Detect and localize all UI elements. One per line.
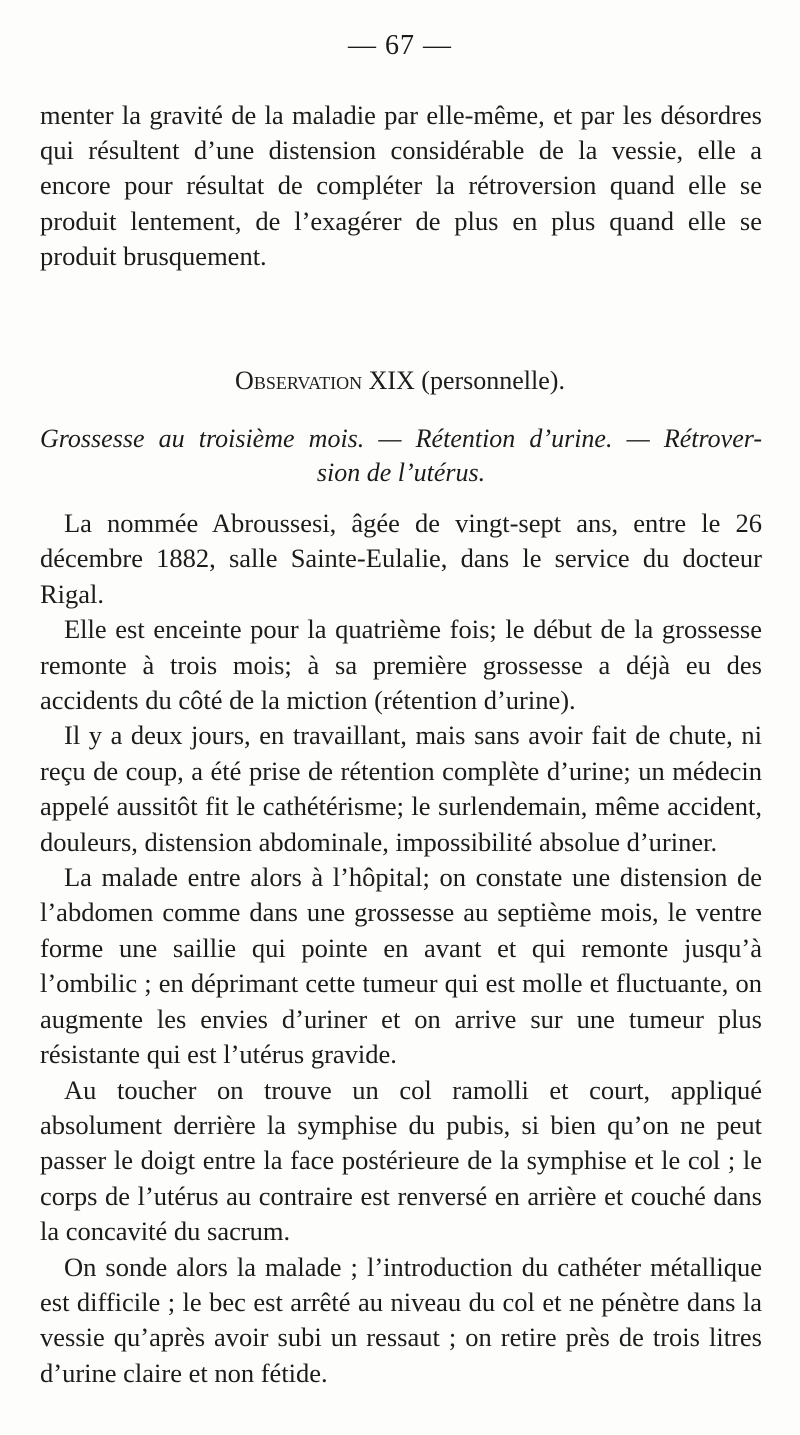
observation-subtitle-line-2: sion de l’utérus. bbox=[316, 458, 486, 487]
opening-paragraph: menter la gravité de la maladie par elle-même, et par les désordres qui résultent d’une distension considérable de la vessie, elle a encore pour résultat de compléter la rétroversion quand elle se produit lentement, de l’exagérer de plus en plus quand elle se produit brusquement. bbox=[40, 100, 762, 271]
observation-subtitle bbox=[40, 422, 762, 490]
paragraph-hospital: La malade entre alors à l’hôpital; on constate une distension de l’abdomen comme dans une grossesse au septième mois, le ventre forme une saillie qui pointe en avant et qui remonte jusqu’à l’ombilic ; en déprimant cette tumeur qui est molle et fluctuante, on augmente les envies d’uriner et on arrive sur une tumeur plus résistante qui est l’utérus gravide. bbox=[40, 862, 762, 1070]
opening-paragraph-block bbox=[40, 98, 762, 274]
observation-body bbox=[40, 506, 762, 1391]
page-number: — 67 — bbox=[348, 30, 452, 61]
paragraph-examination: Au toucher on trouve un col ramolli et court, appliqué absolument derrière la symphise du pubis, si bien qu’on ne peut passer le doigt entre la face postérieure de la symphise et le col ; le corps de l’utérus au contraire est renversé en arrière et couché dans la concavité du sacrum. bbox=[40, 1074, 762, 1247]
paragraph-history: Il y a deux jours, en travaillant, mais sans avoir fait de chute, ni reçu de coup, a été prise de rétention complète d’urine; un médecin appelé aussitôt fit le cathétérisme; le surlendemain, même accident, douleurs, distension abdominale, impossibilité absolue d’uriner. bbox=[40, 720, 762, 857]
observation-subtitle-line-1: Grossesse au troisième mois. — Rétention d’urine. — Rétrover- bbox=[40, 424, 762, 453]
paragraph-catheter: On sonde alors la malade ; l’introduction du cathéter métallique est difficile ; le bec est arrêté au niveau du col et ne pénètre dans la vessie qu’après avoir subi un ressaut ; on retire près de trois litres d’urine claire et non fétide. bbox=[40, 1251, 762, 1388]
paragraph-pregnancy: Elle est enceinte pour la quatrième fois; le début de la grossesse remonte à trois mois; à sa première grossesse a déjà eu des accidents du côté de la miction (rétention d’urine). bbox=[40, 614, 762, 716]
observation-heading-number: XIX (personnelle). bbox=[362, 366, 565, 395]
observation-heading bbox=[0, 366, 800, 396]
paragraph-admission: La nommée Abroussesi, âgée de vingt-sept ans, entre le 26 décembre 1882, salle Sainte-Eulalie, dans le service du docteur Rigal. bbox=[40, 508, 762, 609]
observation-heading-label: Observation bbox=[235, 366, 363, 395]
